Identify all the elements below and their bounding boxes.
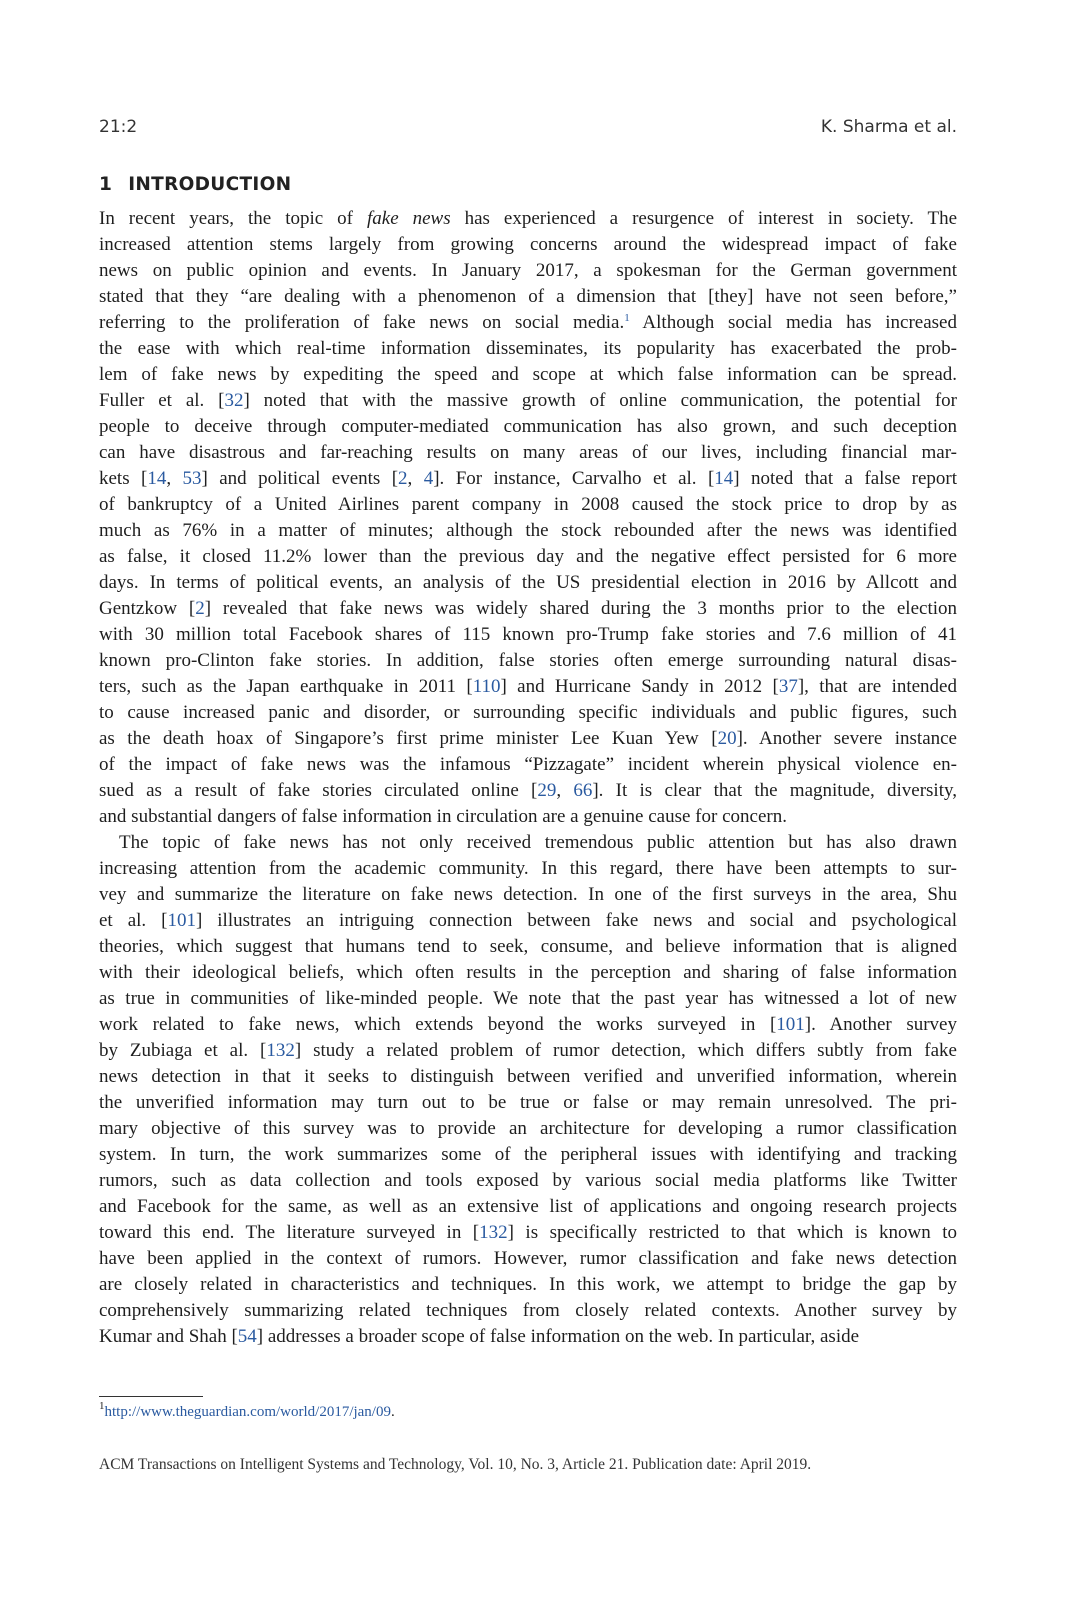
text-run: days. In terms of political events, an analysis of the US presidential election in 2016 by Allcott and [99,572,957,593]
text-run: of the impact of fake news was the infamous “Pizzagate” incident wherein physical violence en- [99,754,957,775]
text-line [99,1246,957,1272]
text-run: much as 76% in a matter of minutes; although the stock rebounded after the news was identified [99,520,957,541]
text-run: ]. Another severe instance [736,728,957,749]
footnote-ref[interactable]: 1 [624,312,630,324]
text-run: Kumar and Shah [ [99,1326,238,1347]
citation-link[interactable]: 101 [167,910,196,931]
text-line [99,440,957,466]
text-line [99,1142,957,1168]
text-run: ] revealed that fake news was widely shared during the 3 months prior to the election [204,598,957,619]
text-run: to cause increased panic and disorder, or surrounding specific individuals and public figures, such [99,702,957,723]
text-run: , [556,780,574,801]
text-run: ] and Hurricane Sandy in 2012 [ [500,676,779,697]
text-run: referring to the proliferation of fake news on social media. [99,312,625,333]
text-run: news detection in that it seeks to distinguish between verified and unverified information, wherein [99,1066,957,1087]
text-run: ] addresses a broader scope of false information on the web. In particular, aside [256,1326,860,1347]
text-line [99,232,957,258]
text-run: ] study a related problem of rumor detection, which differs subtly from fake [294,1040,957,1061]
text-run: , [166,468,183,489]
journal-footer: ACM Transactions on Intelligent Systems and Technology, Vol. 10, No. 3, Article 21. Publication date: April 2019. [99,1456,812,1473]
footnote [99,1400,395,1421]
text-run: ]. Another survey [804,1014,957,1035]
citation-link[interactable]: 2 [195,598,205,619]
running-title: K. Sharma et al. [820,117,957,137]
text-line [99,778,957,804]
footnote-mark: 1 [99,1400,105,1412]
text-line [99,1116,957,1142]
citation-link[interactable]: 53 [182,468,202,489]
text-run: toward this end. The literature surveyed in [ [99,1222,480,1243]
text-run: and substantial dangers of false information in circulation are a genuine cause for concern. [99,806,787,827]
text-run: theories, which suggest that humans tend to seek, consume, and believe information that is aligned [99,936,957,957]
text-run: increasing attention from the academic community. In this regard, there have been attempts to sur- [99,858,957,879]
text-run: kets [ [99,468,148,489]
text-run: comprehensively summarizing related techniques from closely related contexts. Another survey by [99,1300,957,1321]
text-line [99,284,957,310]
text-line [99,1168,957,1194]
text-line [99,1220,957,1246]
citation-link[interactable]: 14 [147,468,167,489]
text-run: as the death hoax of Singapore’s first prime minister Lee Kuan Yew [ [99,728,718,749]
text-run: ters, such as the Japan earthquake in 2011 [ [99,676,473,697]
text-line [99,310,957,336]
text-run: stated that they “are dealing with a phenomenon of a dimension that [they] have not seen before,” [99,286,957,307]
text-line [99,206,957,232]
citation-link[interactable]: 132 [266,1040,295,1061]
text-line [99,908,957,934]
text-line [99,414,957,440]
text-line [99,1038,957,1064]
text-run: and Facebook for the same, as well as an extensive list of applications and ongoing research projects [99,1196,957,1217]
citation-link[interactable]: 37 [778,676,798,697]
text-run: as false, it closed 11.2% lower than the previous day and the negative effect persisted for 6 more [99,546,957,567]
citation-link[interactable]: 66 [573,780,593,801]
text-line [99,726,957,752]
text-run: known pro-Clinton fake stories. In addition, false stories often emerge surrounding natural disas- [99,650,957,671]
text-line [99,1012,957,1038]
text-run: the ease with which real-time information disseminates, its popularity has exacerbated the prob- [99,338,957,359]
citation-link[interactable]: 29 [537,780,557,801]
text-run: sued as a result of fake stories circulated online [ [99,780,538,801]
footnote-rule [99,1396,203,1397]
text-run: by Zubiaga et al. [ [99,1040,267,1061]
text-line [99,1272,957,1298]
text-run: The topic of fake news has not only received tremendous public attention but has also drawn [119,832,957,853]
text-line [99,622,957,648]
text-line [99,570,957,596]
section-number: 1 [99,174,113,195]
text-run: can have disastrous and far-reaching results on many areas of our lives, including financial mar- [99,442,957,463]
text-line [99,466,957,492]
text-line [99,934,957,960]
text-run: with their ideological beliefs, which often results in the perception and sharing of false information [99,962,957,983]
page-number: 21:2 [99,117,138,137]
citation-link[interactable]: 101 [776,1014,805,1035]
text-line [99,258,957,284]
text-line [99,492,957,518]
text-line [99,752,957,778]
text-line [99,1090,957,1116]
citation-link[interactable]: 4 [423,468,434,489]
body-text [99,206,957,1350]
text-run: has experienced a resurgence of interest in society. The [450,208,957,229]
footnote-link[interactable]: http://www.theguardian.com/world/2017/jan/09 [104,1404,391,1420]
text-run: ] is specifically restricted to that which is known to [507,1222,957,1243]
text-run: system. In turn, the work summarizes some of the peripheral issues with identifying and tracking [99,1144,957,1165]
text-line [99,544,957,570]
text-run: the unverified information may turn out to be true or false or may remain unresolved. The pri- [99,1092,957,1113]
text-line [99,388,957,414]
text-run: with 30 million total Facebook shares of 115 known pro-Trump fake stories and 7.6 million of 41 [99,624,957,645]
text-run: ] noted that a false report [733,468,957,489]
text-run: In recent years, the topic of [99,208,367,229]
text-line [99,336,957,362]
text-run: work related to fake news, which extends beyond the works surveyed in [ [99,1014,777,1035]
section-title: INTRODUCTION [128,174,292,195]
text-line [99,700,957,726]
citation-link[interactable]: 20 [717,728,737,749]
text-run: et al. [ [99,910,168,931]
text-run: mary objective of this survey was to provide an architecture for developing a rumor classification [99,1118,957,1139]
emphasis: fake news [367,208,451,229]
text-run: Gentzkow [ [99,598,196,619]
text-run: increased attention stems largely from growing concerns around the widespread impact of fake [99,234,957,255]
text-run: ], that are intended [797,676,957,697]
text-run: are closely related in characteristics and techniques. In this work, we attempt to bridge the gap by [99,1274,957,1295]
text-line [99,1324,957,1350]
text-line [99,1298,957,1324]
text-line [99,804,957,830]
citation-link[interactable]: 132 [479,1222,508,1243]
citation-link[interactable]: 54 [237,1326,257,1347]
text-run: news on public opinion and events. In January 2017, a spokesman for the German government [99,260,957,281]
text-line [99,1064,957,1090]
text-run: people to deceive through computer-mediated communication has also grown, and such deception [99,416,957,437]
text-line [99,648,957,674]
text-line [99,518,957,544]
text-line [99,1194,957,1220]
paragraph [99,206,957,830]
text-run: have been applied in the context of rumors. However, rumor classification and fake news detection [99,1248,957,1269]
section-heading [99,174,291,195]
text-run: ] illustrates an intriguing connection between fake news and social and psychological [195,910,957,931]
text-run: Fuller et al. [ [99,390,225,411]
text-line [99,960,957,986]
paragraph [99,830,957,1350]
text-run: ] and political events [ [201,468,399,489]
citation-link[interactable]: 32 [224,390,244,411]
text-line [99,856,957,882]
text-run: , [407,468,424,489]
text-line [99,830,957,856]
text-run: ]. For instance, Carvalho et al. [ [433,468,715,489]
text-line [99,882,957,908]
text-run: lem of fake news by expediting the speed and scope at which false information can be spread. [99,364,957,385]
text-run: rumors, such as data collection and tools exposed by various social media platforms like Twitter [99,1170,957,1191]
citation-link[interactable]: 2 [398,468,408,489]
text-line [99,596,957,622]
text-run: as true in communities of like-minded people. We note that the past year has witnessed a lot of new [99,988,957,1009]
footnote-trail: . [390,1404,395,1420]
text-run: of bankruptcy of a United Airlines parent company in 2008 caused the stock price to drop by as [99,494,957,515]
text-line [99,362,957,388]
text-run: ] noted that with the massive growth of online communication, the potential for [243,390,957,411]
text-line [99,986,957,1012]
citation-link[interactable]: 110 [472,676,501,697]
text-run: Although social media has increased [629,312,957,333]
text-run: ]. It is clear that the magnitude, diversity, [592,780,957,801]
text-run: vey and summarize the literature on fake news detection. In one of the first surveys in the area, Shu [99,884,957,905]
citation-link[interactable]: 14 [714,468,734,489]
text-line [99,674,957,700]
